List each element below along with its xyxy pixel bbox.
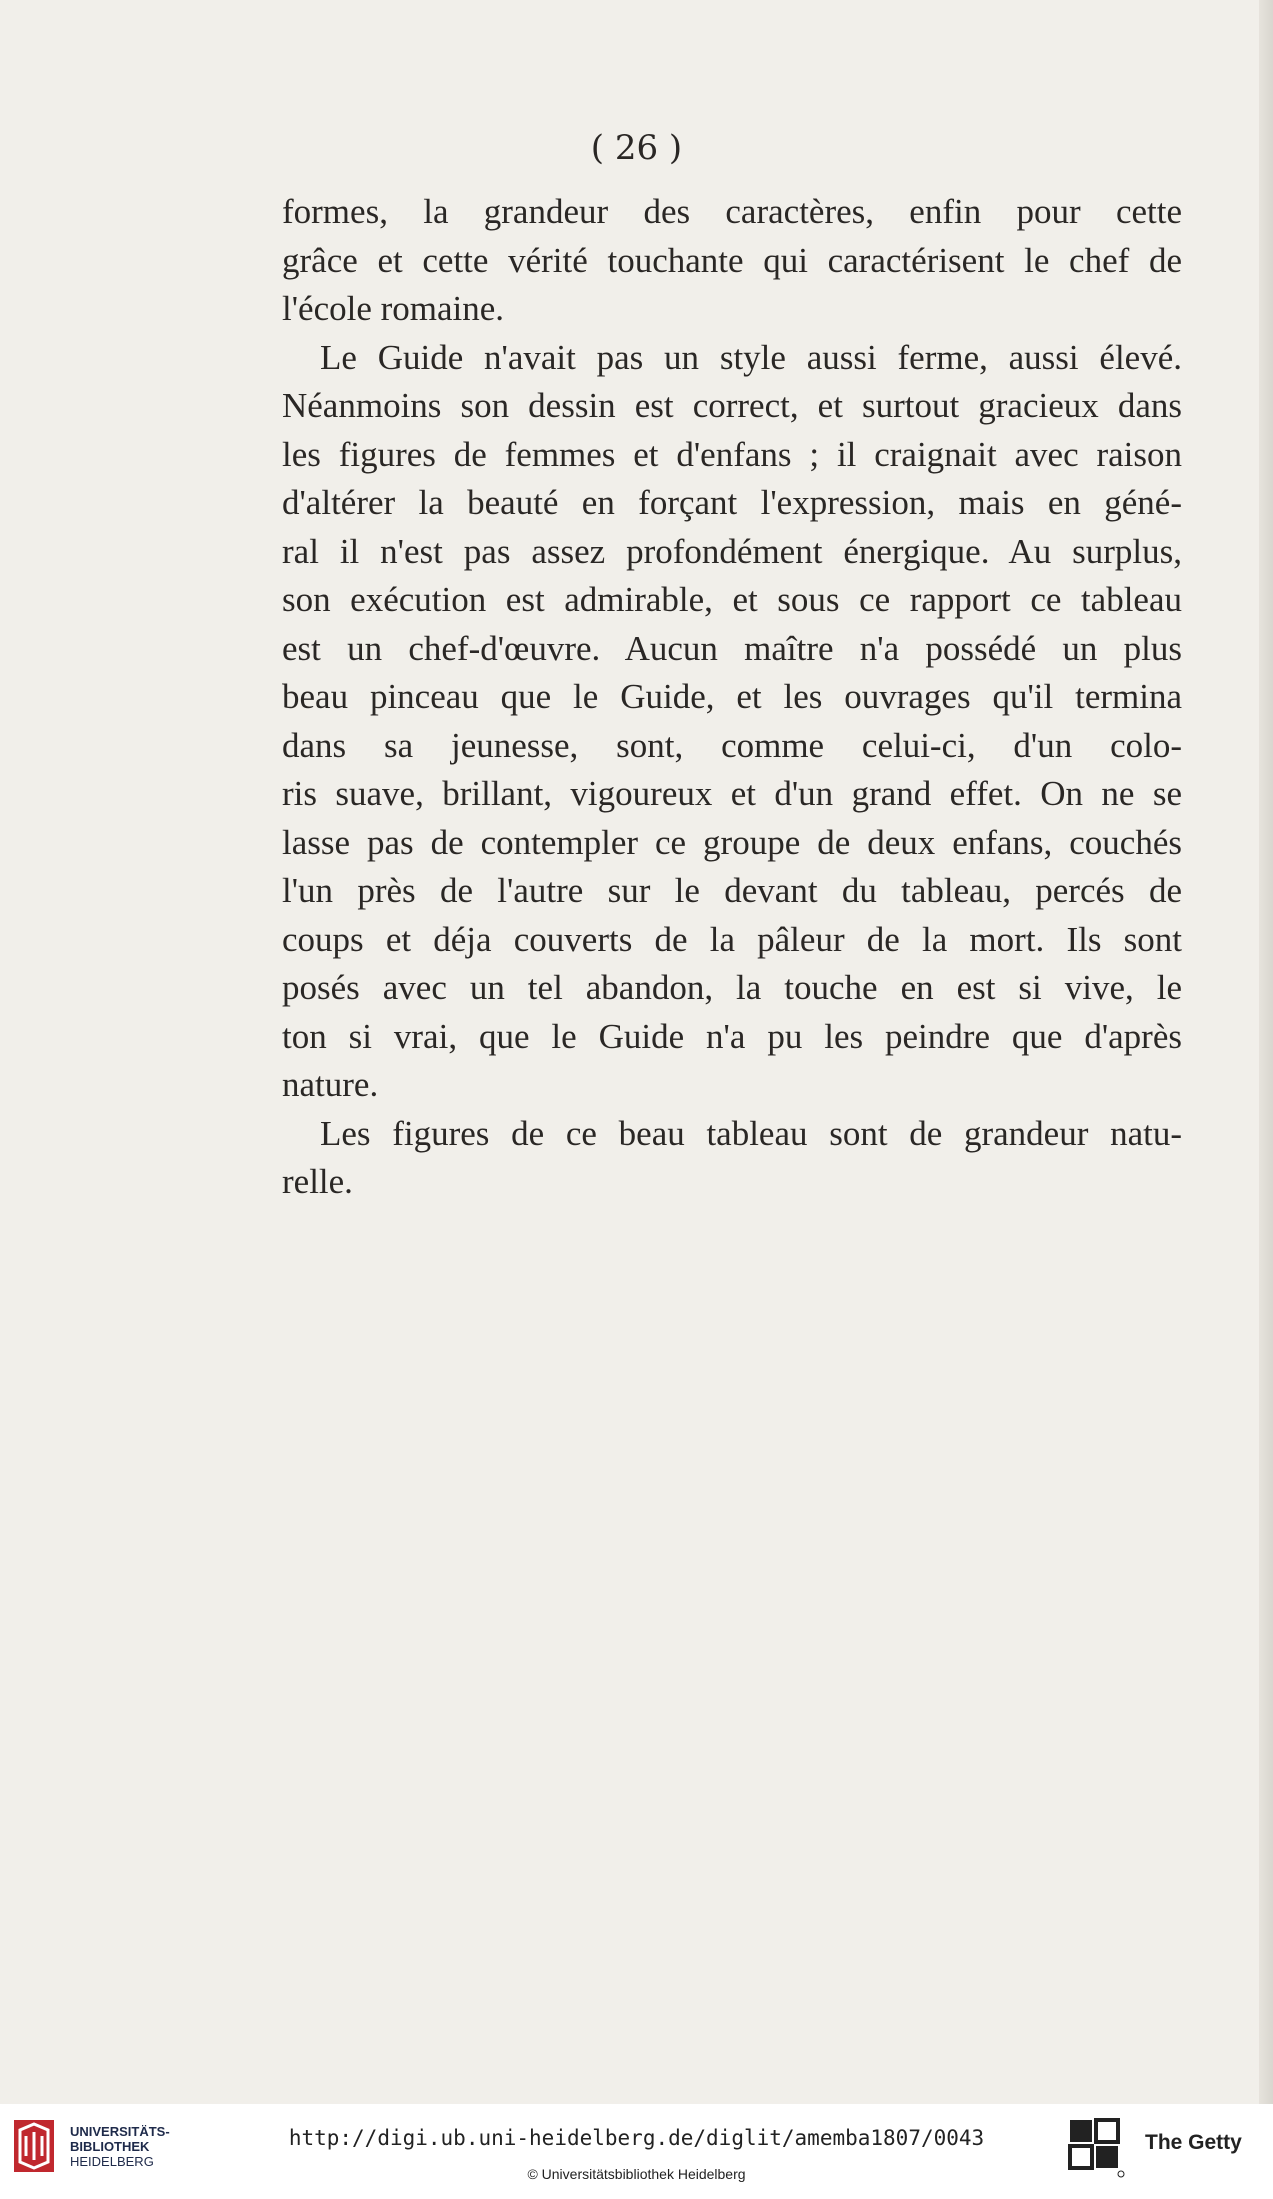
text-line: ris suave, brillant, vigoureux et d'un grand effet. On ne se bbox=[282, 774, 1182, 813]
text-line: formes, la grandeur des caractères, enfin pour cette bbox=[282, 192, 1182, 231]
text-line: grâce et cette vérité touchante qui caractérisent le chef de bbox=[282, 240, 1182, 280]
paragraph-2 bbox=[282, 334, 1182, 1110]
paragraph-3 bbox=[282, 1110, 1182, 1207]
copyright-notice: © Universitätsbibliothek Heidelberg bbox=[527, 2166, 746, 2182]
text-line: coups et déja couverts de la pâleur de la mort. Ils sont bbox=[282, 919, 1182, 959]
text-line: dans sa jeunesse, sont, comme celui-ci, d'un colo- bbox=[282, 725, 1182, 765]
text-line: Les figures de ce beau tableau sont de grandeur natu- bbox=[320, 1113, 1182, 1153]
text-line: son exécution est admirable, et sous ce rapport ce tableau bbox=[282, 580, 1182, 619]
page-edge bbox=[1259, 0, 1273, 2104]
permalink-url[interactable]: http://digi.ub.uni-heidelberg.de/diglit/amemba1807/0043 bbox=[288, 2126, 985, 2150]
paragraph-1 bbox=[282, 188, 1182, 334]
text-line: Néanmoins son dessin est correct, et surtout gracieux dans bbox=[282, 386, 1182, 425]
footer-bar bbox=[0, 2104, 1273, 2199]
library-name-line: BIBLIOTHEK bbox=[70, 2139, 150, 2154]
getty-logo-icon[interactable] bbox=[1066, 2116, 1126, 2180]
text-line: ral il n'est pas assez profondément énergique. Au surplus, bbox=[282, 531, 1182, 571]
text-line: lasse pas de contempler ce groupe de deux enfans, couchés bbox=[282, 822, 1182, 862]
library-name-line: UNIVERSITÄTS- bbox=[70, 2124, 170, 2139]
text-line: relle. bbox=[282, 1162, 353, 1201]
text-line: nature. bbox=[282, 1065, 379, 1104]
text-line: l'école romaine. bbox=[282, 289, 505, 328]
library-name-line: HEIDELBERG bbox=[70, 2154, 154, 2169]
text-line: est un chef-d'œuvre. Aucun maître n'a possédé un plus bbox=[282, 628, 1182, 668]
text-line: Le Guide n'avait pas un style aussi ferme, aussi élevé. bbox=[320, 337, 1182, 377]
text-line: posés avec un tel abandon, la touche en est si vive, le bbox=[282, 968, 1182, 1007]
text-line: d'altérer la beauté en forçant l'expression, mais en géné- bbox=[282, 483, 1182, 522]
text-line: beau pinceau que le Guide, et les ouvrages qu'il termina bbox=[282, 677, 1182, 716]
page-number: ( 26 ) bbox=[590, 128, 683, 168]
body-text bbox=[282, 188, 1182, 1207]
partner-name: The Getty bbox=[1145, 2131, 1242, 2154]
text-line: l'un près de l'autre sur le devant du tableau, percés de bbox=[282, 871, 1182, 910]
text-line: ton si vrai, que le Guide n'a pu les peindre que d'après bbox=[282, 1016, 1182, 1056]
text-line: les figures de femmes et d'enfans ; il craignait avec raison bbox=[282, 434, 1182, 474]
